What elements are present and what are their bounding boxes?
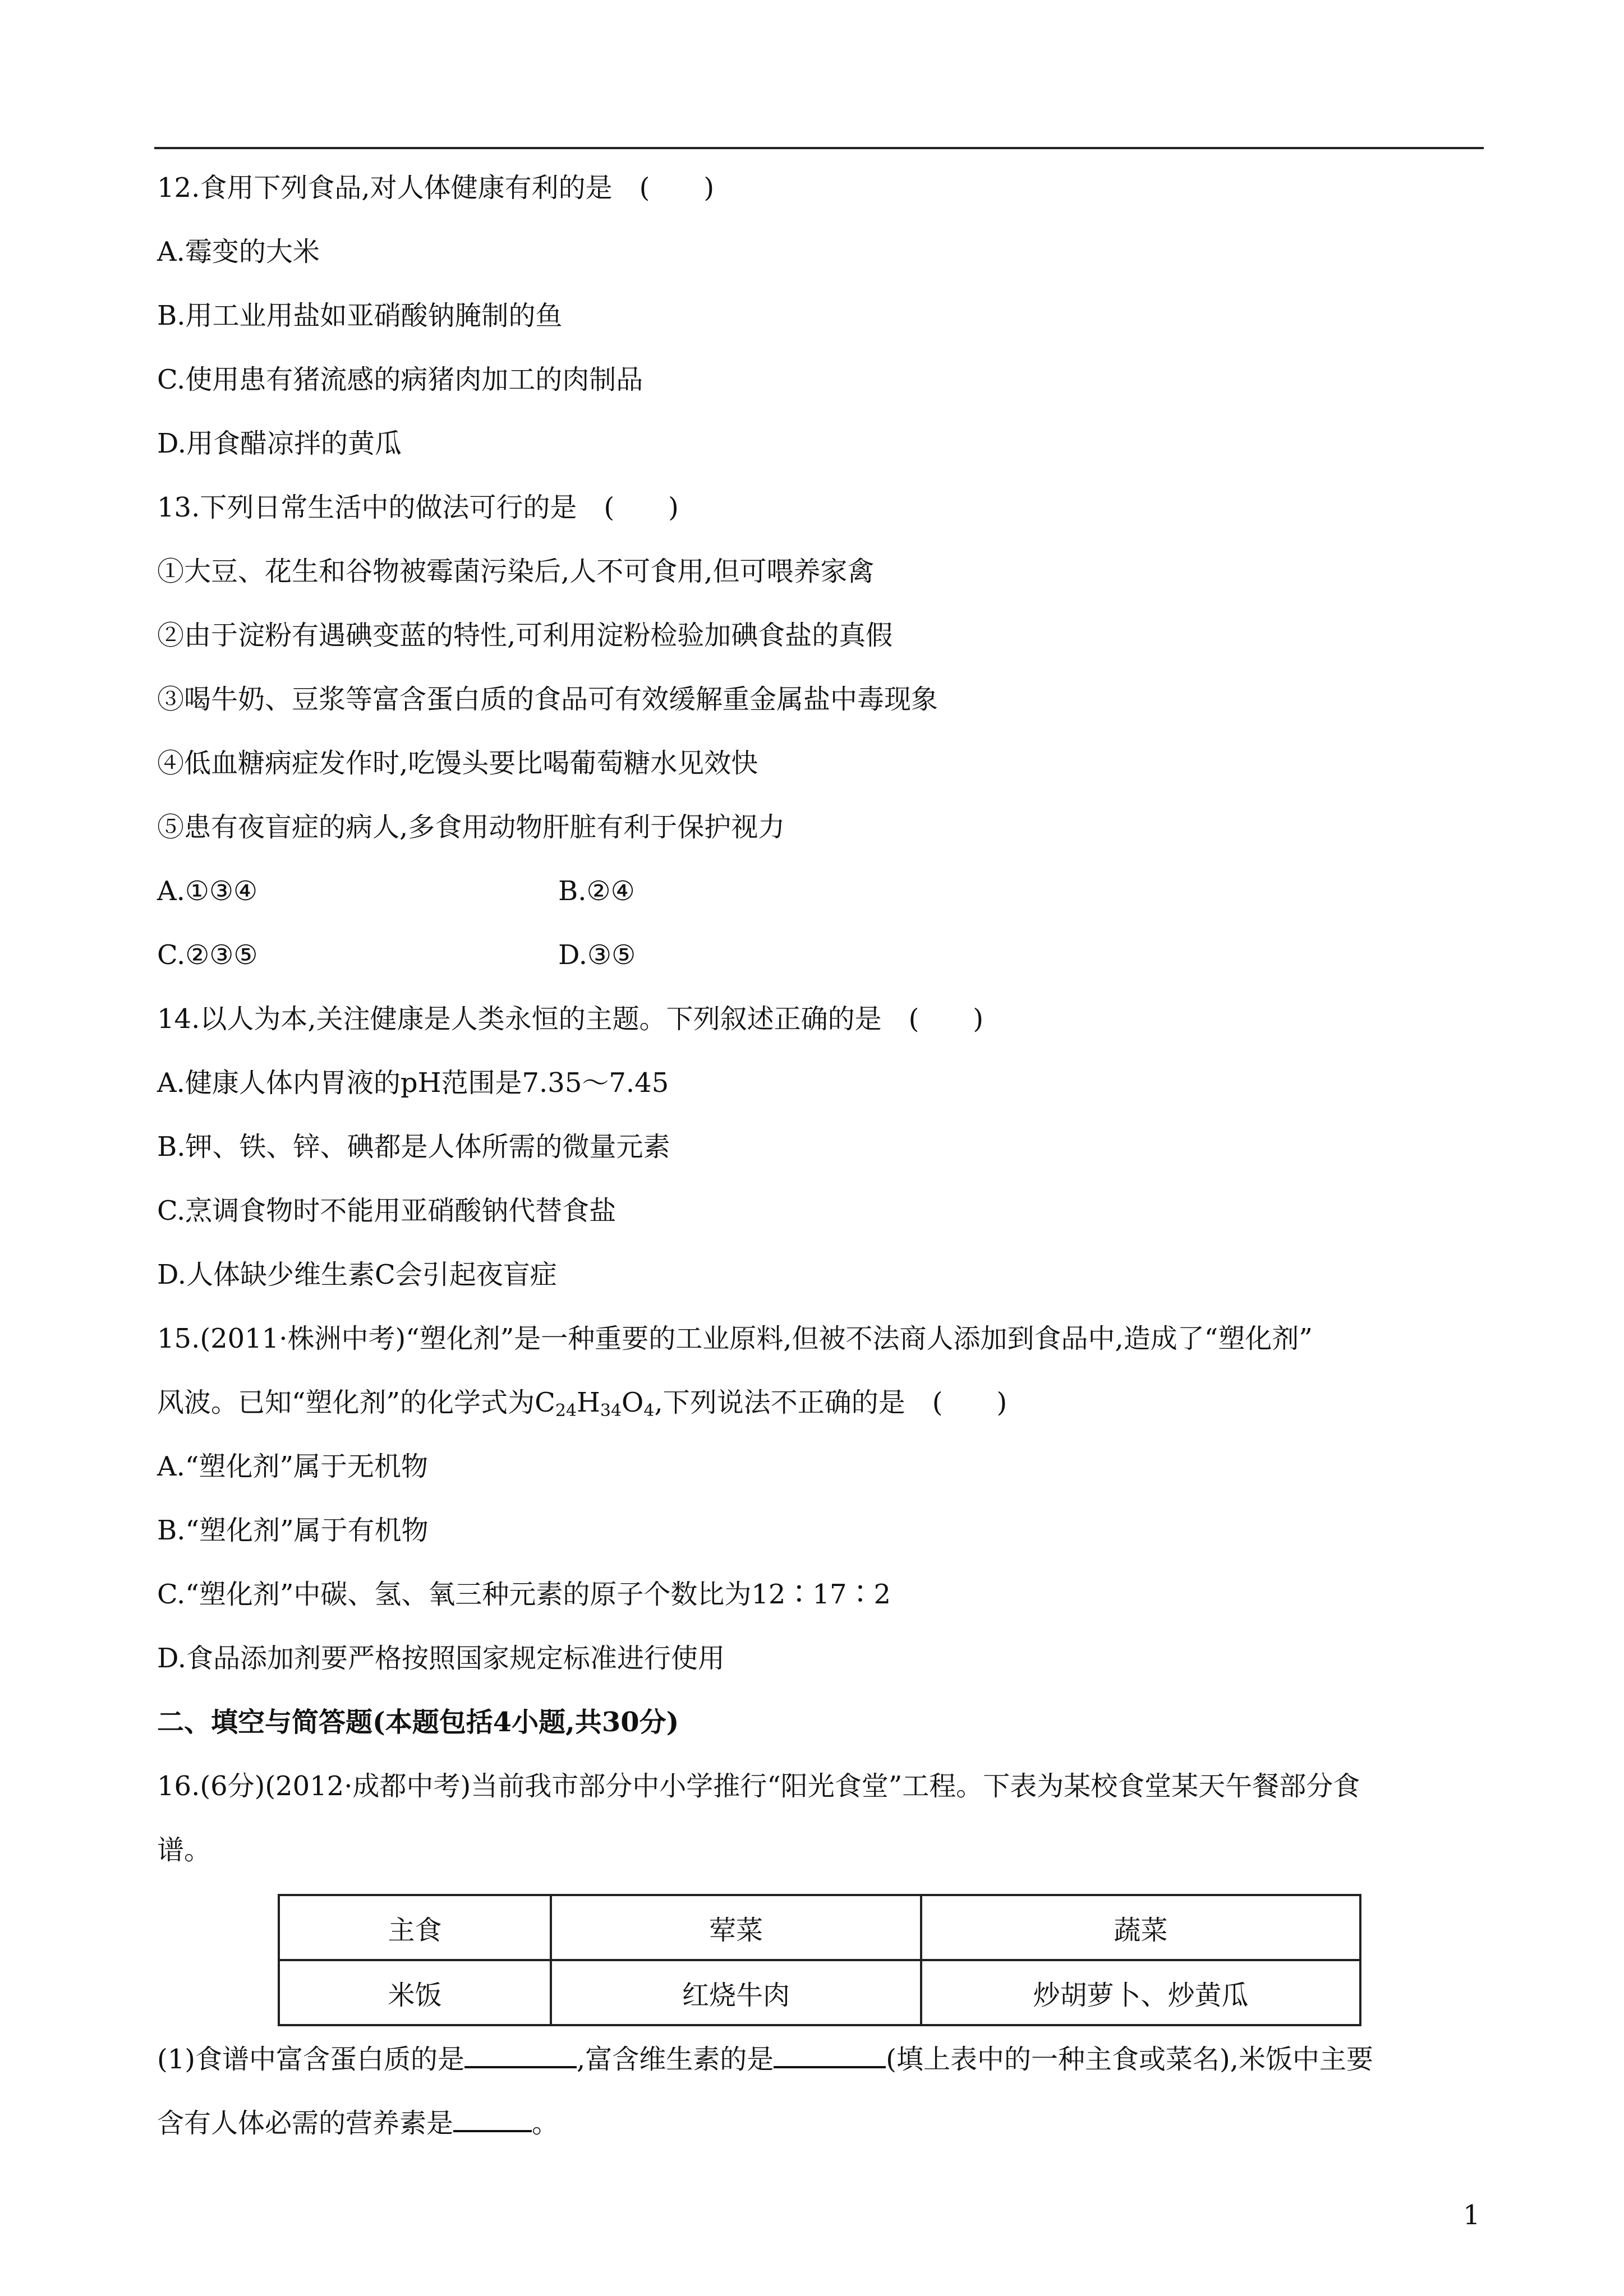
q12-option-c: C.使用患有猪流感的病猪肉加工的肉制品 — [157, 364, 643, 395]
answer-blank-nutrient[interactable] — [453, 2104, 532, 2132]
table-cell: 炒胡萝卜、炒黄瓜 — [921, 1960, 1360, 2025]
q13-statement-1: ①大豆、花生和谷物被霉菌污染后,人不可食用,但可喂养家禽 — [157, 556, 875, 587]
q14-stem: 14.以人为本,关注健康是人类永恒的主题。下列叙述正确的是 ( ) — [157, 1003, 984, 1035]
q13-option-c: C.②③⑤ — [157, 939, 258, 971]
q12-option-d: D.用食醋凉拌的黄瓜 — [157, 428, 402, 459]
q16-stem-line2: 谱。 — [157, 1834, 211, 1866]
table-cell: 米饭 — [279, 1960, 551, 2025]
q16-sub1-text-4: 含有人体必需的营养素是 — [157, 2108, 454, 2139]
table-header-cell: 蔬菜 — [921, 1895, 1360, 1960]
q13-statement-4: ④低血糖病症发作时,吃馒头要比喝葡萄糖水见效快 — [157, 748, 758, 779]
formula-subscript-c: 24 — [555, 1401, 577, 1421]
menu-table — [278, 1894, 1361, 2026]
table-header-cell: 主食 — [279, 1895, 551, 1960]
section-heading: 二、填空与简答题(本题包括4小题,共30分) — [157, 1707, 679, 1738]
q15-stem-line2 — [157, 1386, 1007, 1419]
page-number: 1 — [1463, 2200, 1480, 2231]
q16-sub1-line1 — [157, 2040, 1373, 2076]
q12-stem: 12.食用下列食品,对人体健康有利的是 ( ) — [157, 172, 715, 204]
q14-option-a: A.健康人体内胃液的pH范围是7.35～7.45 — [157, 1067, 669, 1099]
formula-element-o: O — [622, 1387, 644, 1418]
formula-subscript-h: 34 — [600, 1401, 622, 1421]
q15-option-a: A.“塑化剂”属于无机物 — [157, 1451, 429, 1482]
q16-sub1-text-1: (1)食谱中富含蛋白质的是 — [157, 2044, 464, 2075]
q13-option-b: B.②④ — [558, 875, 635, 907]
q16-sub1-line2 — [157, 2104, 559, 2140]
q13-option-d: D.③⑤ — [558, 939, 636, 971]
table-header-cell: 荤菜 — [551, 1895, 921, 1960]
q14-option-d: D.人体缺少维生素C会引起夜盲症 — [157, 1259, 557, 1290]
q12-option-a: A.霉变的大米 — [157, 236, 320, 268]
q14-option-b: B.钾、铁、锌、碘都是人体所需的微量元素 — [157, 1131, 670, 1163]
q15-option-d: D.食品添加剂要严格按照国家规定标准进行使用 — [157, 1643, 725, 1674]
q15-stem-line1: 15.(2011·株洲中考)“塑化剂”是一种重要的工业原料,但被不法商人添加到食品中,造成了“塑化剂” — [157, 1323, 1313, 1354]
q13-statement-5: ⑤患有夜盲症的病人,多食用动物肝脏有利于保护视力 — [157, 812, 785, 843]
q16-stem-line1: 16.(6分)(2012·成都中考)当前我市部分中小学推行“阳光食堂”工程。下表为某校食堂某天午餐部分食 — [157, 1771, 1360, 1802]
q15-option-b: B.“塑化剂”属于有机物 — [157, 1515, 429, 1546]
q13-stem: 13.下列日常生活中的做法可行的是 ( ) — [157, 492, 679, 523]
q12-option-b: B.用工业用盐如亚硝酸钠腌制的鱼 — [157, 300, 563, 331]
q16-sub1-text-2: ,富含维生素的是 — [577, 2044, 774, 2075]
header-rule — [154, 147, 1484, 149]
q16-sub1-text-3: (填上表中的一种主食或菜名),米饭中主要 — [886, 2044, 1373, 2075]
q15-stem-post: ,下列说法不正确的是 ( ) — [654, 1387, 1007, 1418]
q15-option-c: C.“塑化剂”中碳、氢、氧三种元素的原子个数比为12∶17∶2 — [157, 1579, 891, 1610]
table-cell: 红烧牛肉 — [551, 1960, 921, 2025]
formula-element-h: H — [577, 1387, 600, 1418]
table-row — [279, 1960, 1360, 2025]
q14-option-c: C.烹调食物时不能用亚硝酸钠代替食盐 — [157, 1195, 617, 1227]
table-row — [279, 1895, 1360, 1960]
answer-blank-protein[interactable] — [464, 2040, 577, 2068]
q13-option-a: A.①③④ — [157, 875, 258, 907]
answer-blank-vitamin[interactable] — [774, 2040, 886, 2068]
formula-subscript-o: 4 — [643, 1401, 655, 1421]
q13-statement-3: ③喝牛奶、豆浆等富含蛋白质的食品可有效缓解重金属盐中毒现象 — [157, 684, 938, 715]
q16-sub1-text-5: 。 — [532, 2108, 559, 2139]
q15-stem-pre: 风波。已知“塑化剂”的化学式为C — [157, 1387, 555, 1418]
q13-statement-2: ②由于淀粉有遇碘变蓝的特性,可利用淀粉检验加碘食盐的真假 — [157, 620, 893, 651]
